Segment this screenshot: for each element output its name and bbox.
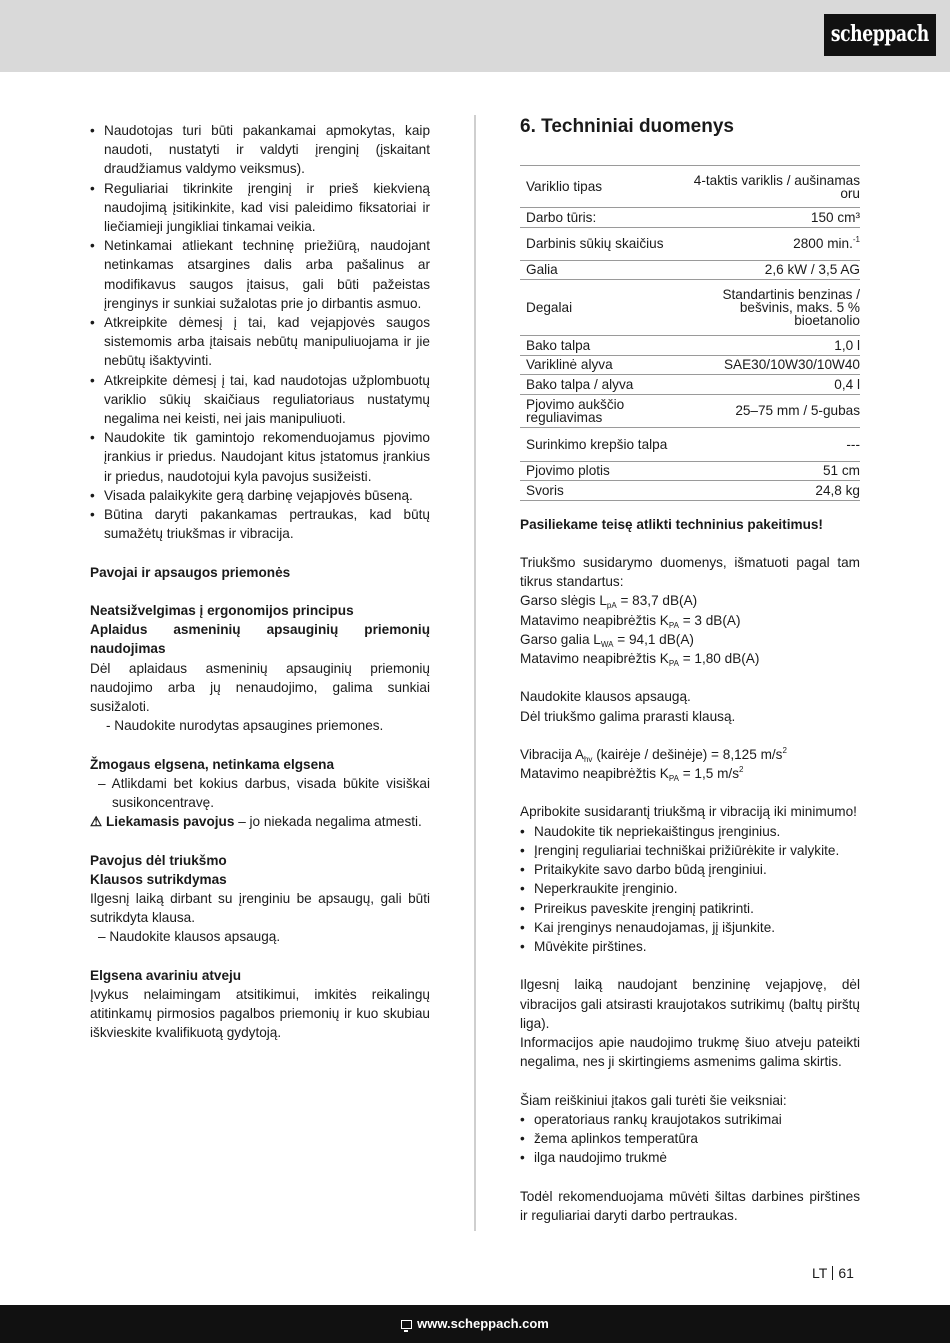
uncertainty-line-2: Matavimo neapibrėžtis $K_{PA} = 1,80$ dB(A) (520, 650, 760, 668)
right-column (520, 115, 860, 1225)
sound-power-line: Garso galia $L_{WA} = 94,1$ dB(A) (520, 631, 694, 649)
column-divider (474, 115, 476, 1231)
residual-risk-text: – jo niekada negalima atmesti. (234, 814, 422, 830)
spec-label: Variklio tipas (520, 166, 670, 208)
limit-intro: Apribokite susidarantį triukšmą ir vibraciją iki minimumo! (520, 804, 857, 820)
list-item: • Reguliariai tikrinkite įrenginį ir prieš kiekvieną naudojimą įsitikinkite, kad visi paleidimo fiksatoriai ir liečiamieji jungikliai tinkamai veikia. (90, 179, 430, 237)
rpm-value: 2800 min. (793, 236, 853, 251)
hearing-protection-line: Naudokite klausos apsaugą. (520, 689, 691, 705)
warning-triangle-icon: ⚠ (90, 814, 103, 830)
safety-bullet-list (90, 121, 430, 543)
uncertainty-line-1: Matavimo neapibrėžtis $K_{PA} = 3$ dB(A) (520, 612, 741, 630)
heading-ppe: Aplaidus asmeninių apsauginių priemonių naudojimas (90, 622, 430, 657)
list-item: • Naudokite tik nepriekaištingus įrenginius. (520, 822, 860, 841)
list-item: • Kai įrenginys nenaudojamas, jį išjunkite. (520, 918, 860, 937)
spec-value: 4-taktis variklis / aušinamas oru (670, 166, 860, 208)
spec-value: --- (670, 427, 860, 461)
paragraph-ppe: Dėl aplaidaus asmeninių apsauginių priemonių naudojimo arba jų nenaudojimo, galima sunkiai susižaloti. (90, 660, 430, 715)
monitor-icon (401, 1320, 412, 1329)
list-item: • Naudotojas turi būti pakankamai apmokytas, kaip naudoti, nustatyti ir valdyti įrenginį (įskaitant draudžiamus valdymo veiksmus). (90, 121, 430, 179)
factors-list (520, 1110, 860, 1168)
spec-value (670, 227, 860, 260)
table-row (520, 355, 860, 375)
page-number (812, 1264, 854, 1282)
spec-value: 51 cm (670, 461, 860, 481)
table-row (520, 336, 860, 356)
spec-label: Galia (520, 260, 670, 280)
page-number-value: 61 (838, 1265, 854, 1281)
list-item: • Prireikus paveskite įrenginį patikrinti. (520, 899, 860, 918)
language-code: LT (812, 1265, 828, 1281)
dash-item-concentration: – Atlikdami bet kokius darbus, visada būkite visiškai susikoncentravę. (98, 775, 430, 811)
list-item: • Naudokite tik gamintojo rekomenduojamus pjovimo įrankius ir priedus. Naudojant kitus įstatomus įrankius ir priedus, naudotojui kyla pavojus susižeisti. (90, 428, 430, 486)
heading-behaviour: Žmogaus elgsena, netinkama elgsena (90, 756, 335, 772)
sound-pressure-line: Garso slėgis $L_{pA} = 83,7$ dB(A) (520, 593, 698, 611)
spec-label: Pjovimo aukščio reguliavimas (520, 394, 670, 427)
heading-noise: Pavojus dėl triukšmo (90, 852, 227, 868)
spec-label: Pjovimo plotis (520, 461, 670, 481)
spec-label: Bako talpa / alyva (520, 375, 670, 395)
table-row (520, 481, 860, 501)
header-bar (0, 0, 950, 72)
list-item: • Atkreipkite dėmesį į tai, kad vejapjovės saugos sistemomis arba įtaisais nebūtų manipuliuojama ir jie nebūtų išaktyvinti. (90, 313, 430, 371)
table-row (520, 280, 860, 336)
list-item: • Būtina daryti pakankamas pertraukas, kad būtų sumažėtų triukšmas ir vibracija. (90, 505, 430, 543)
spec-value: SAE30/10W30/10W40 (670, 355, 860, 375)
list-item: • žema aplinkos temperatūra (520, 1129, 860, 1148)
spec-label: Svoris (520, 481, 670, 501)
spec-label: Darbinis sūkių skaičius (520, 227, 670, 260)
recommendation-paragraph: Todėl rekomenduojama mūvėti šiltas darbines pirštines ir reguliariai daryti darbo pertraukas. (520, 1188, 860, 1223)
list-item: • Mūvėkite pirštines. (520, 937, 860, 956)
footer-url[interactable]: www.scheppach.com (417, 1316, 549, 1332)
factors-intro: Šiam reiškiniui įtakos gali turėti šie veiksniai: (520, 1092, 787, 1108)
footer-bar (0, 1305, 950, 1343)
info-paragraph: Informacijos apie naudojimo trukmę šiuo atveju pateikti negalima, nes ji skirtingiems asmenims galima skirtis. (520, 1034, 860, 1070)
spec-value: 24,8 kg (670, 481, 860, 501)
spec-value: 150 cm³ (670, 208, 860, 228)
residual-risk-note (90, 812, 430, 831)
list-item: • ilga naudojimo trukmė (520, 1148, 860, 1167)
long-use-paragraph: Ilgesnį laiką naudojant benzininę vejapjovę, dėl vibracijos gali atsirasti kraujotakos sutrikimų (baltų pirštų liga). (520, 977, 860, 1031)
table-row (520, 375, 860, 395)
hearing-loss-line: Dėl triukšmo galima prarasti klausą. (520, 708, 736, 724)
paragraph-hearing: Ilgesnį laiką dirbant su įrenginiu be apsaugų, gali būti sutrikdyta klausa. (90, 891, 430, 926)
spec-label: Degalai (520, 280, 670, 336)
list-item: • Įrenginį reguliariai techniškai prižiūrėkite ir valykite. (520, 841, 860, 860)
left-column (90, 121, 430, 1043)
table-row (520, 208, 860, 228)
list-item: • operatoriaus rankų kraujotakos sutrikimai (520, 1110, 860, 1129)
dash-item-hearing: – Naudokite klausos apsaugą. (98, 929, 281, 945)
spec-value: 2,6 kW / 3,5 AG (670, 260, 860, 280)
spec-label: Surinkimo krepšio talpa (520, 427, 670, 461)
table-row (520, 227, 860, 260)
table-row (520, 260, 860, 280)
scheppach-logo: scheppach (824, 14, 936, 56)
list-item: • Pritaikykite savo darbo būdą įrenginiui. (520, 860, 860, 879)
list-item: • Atkreipkite dėmesį į tai, kad naudotojas užplombuotų variklio sūkių skaičiaus reguliatoriaus nustatymų negalima nei keisti, nei jais manipuliuoti. (90, 371, 430, 429)
list-item: • Neperkraukite įrenginio. (520, 879, 860, 898)
technical-changes-note: Pasiliekame teisę atlikti techninius pakeitimus! (520, 516, 823, 532)
table-row (520, 166, 860, 208)
vibration-uncertainty-line: Matavimo neapibrėžtis $K_{PA} = 1,5$ $m/s^2$ (520, 765, 744, 784)
heading-emergency: Elgsena avariniu atveju (90, 967, 242, 983)
dash-item-ppe: - Naudokite nurodytas apsaugines priemones. (106, 718, 384, 734)
spec-value: Standartinis benzinas / bešvinis, maks. 5 % bioetanolio (670, 280, 860, 336)
section-title: 6. Techniniai duomenys (520, 116, 734, 137)
rpm-exponent: -1 (852, 235, 860, 244)
page-separator (832, 1266, 833, 1280)
heading-hearing: Klausos sutrikdymas (90, 871, 227, 887)
limit-bullet-list (520, 822, 860, 956)
spec-label: Variklinė alyva (520, 355, 670, 375)
list-item: • Visada palaikykite gerą darbinę vejapjovės būseną. (90, 486, 430, 505)
spec-label: Darbo tūris: (520, 208, 670, 228)
spec-label: Bako talpa (520, 336, 670, 356)
noise-intro: Triukšmo susidarymo duomenys, išmatuoti pagal tam tikrus standartus: (520, 554, 860, 590)
table-row (520, 394, 860, 427)
heading-ergonomics: Neatsižvelgimas į ergonomijos principus (90, 603, 354, 619)
residual-risk-label: Liekamasis pavojus (105, 814, 235, 830)
tech-data-table (520, 165, 860, 501)
table-row (520, 461, 860, 481)
spec-value: 1,0 l (670, 336, 860, 356)
spec-value: 0,4 l (670, 375, 860, 395)
vibration-line: Vibracija $A_{hv}$ (kairėje / dešinėje) = 8,125 $m/s^2$ (520, 745, 787, 764)
spec-value: 25–75 mm / 5-gubas (670, 394, 860, 427)
paragraph-emergency: Įvykus nelaimingam atsitikimui, imkitės reikalingų atitinkamų pirmosios pagalbos priemonių ir kuo skubiau iškvieskite kvalifikuotą gydytoją. (90, 987, 430, 1041)
list-item: • Netinkamai atliekant techninę priežiūrą, naudojant netinkamas atsargines dalis arba pašalinus ar modifikavus saugos įtaisus, gali būti pažeistas įrenginys ir sunkiai sužalotas prie jo dirbantis asmuo. (90, 236, 430, 313)
heading-hazards: Pavojai ir apsaugos priemonės (90, 564, 291, 580)
table-row (520, 427, 860, 461)
